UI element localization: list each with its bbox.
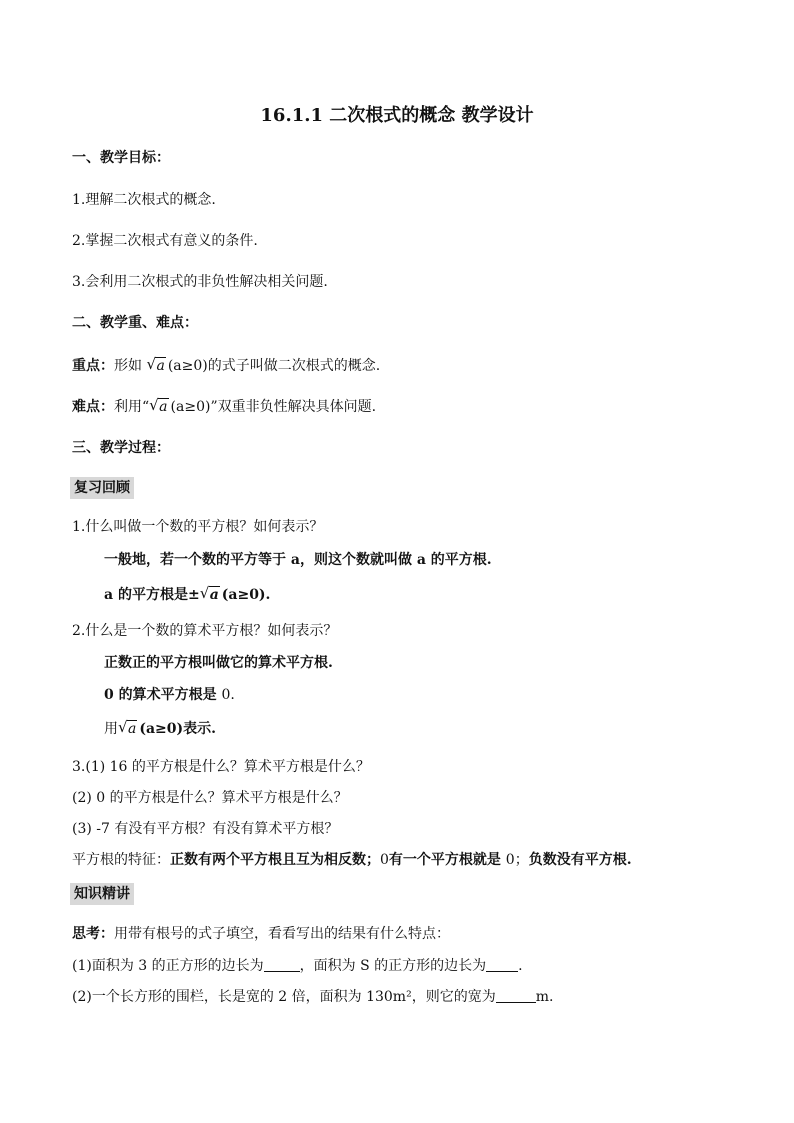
key-point-post: 的式子叫做二次根式的概念. [207,358,381,374]
sqrt-a-symbol: √ a [149,396,168,415]
knowledge-section-label: 知识精讲 [70,883,134,905]
key-point-label: 重点： [72,358,114,374]
difficulty-pre: 利用“ [114,399,150,415]
difficulty-post: ”双重非负性解决具体问题. [210,399,377,415]
question-1: 1.什么叫做一个数的平方根？如何表示？ [72,519,324,535]
question-3-part-1: 3.(1) 16 的平方根是什么？算术平方根是什么？ [72,759,370,775]
answer-1-notation: a 的平方根是± √ a (a≥0). [104,584,271,603]
key-point-line [72,356,380,376]
answer-blank[interactable] [264,957,300,972]
section-heading-goals: 一、教学目标： [72,150,170,166]
difficulty-line [72,397,376,417]
key-point-condition: (a≥0) [167,358,208,374]
answer-2-zero: 0 的算术平方根是 0. [104,687,235,703]
square-root-features: 平方根的特征：正数有两个平方根且互为相反数；0有一个平方根就是 0；负数没有平方根. [72,852,632,868]
goal-2: 2.掌握二次根式有意义的条件. [72,233,258,249]
key-point-pre: 形如 [114,358,142,374]
question-2: 2.什么是一个数的算术平方根？如何表示？ [72,623,338,639]
question-3-part-2: (2) 0 的平方根是什么？算术平方根是什么？ [72,790,348,806]
answer-blank[interactable] [496,988,536,1003]
exercise-1: (1)面积为 3 的正方形的边长为 ，面积为 S 的正方形的边长为 . [72,958,523,974]
section-heading-key-points: 二、教学重、难点： [72,315,198,331]
exercise-2: (2)一个长方形的围栏，长是宽的 2 倍，面积为 130m²，则它的宽为 m. [72,989,554,1005]
answer-1-definition: 一般地，若一个数的平方等于 a，则这个数就叫做 a 的平方根. [104,552,492,568]
review-section-label: 复习回顾 [70,477,134,499]
goal-3: 3.会利用二次根式的非负性解决相关问题. [72,274,328,290]
sqrt-a-symbol: √ a [146,355,165,374]
difficulty-label: 难点： [72,399,114,415]
difficulty-condition: (a≥0) [170,399,211,415]
page-title: 16.1.1 二次根式的概念 教学设计 [260,105,534,126]
goal-1: 1.理解二次根式的概念. [72,192,216,208]
section-heading-process: 三、教学过程： [72,440,170,456]
answer-blank[interactable] [486,957,518,972]
think-prompt: 思考：用带有根号的式子填空，看看写出的结果有什么特点： [72,926,450,942]
answer-2-notation: 用 √ a (a≥0)表示. [104,718,217,737]
sqrt-a-symbol: √ a [118,718,137,737]
question-3-part-3: (3) -7 有没有平方根？有没有算术平方根？ [72,821,339,837]
answer-2-definition: 正数正的平方根叫做它的算术平方根. [104,655,333,671]
sqrt-a-symbol: √ a [199,584,219,603]
